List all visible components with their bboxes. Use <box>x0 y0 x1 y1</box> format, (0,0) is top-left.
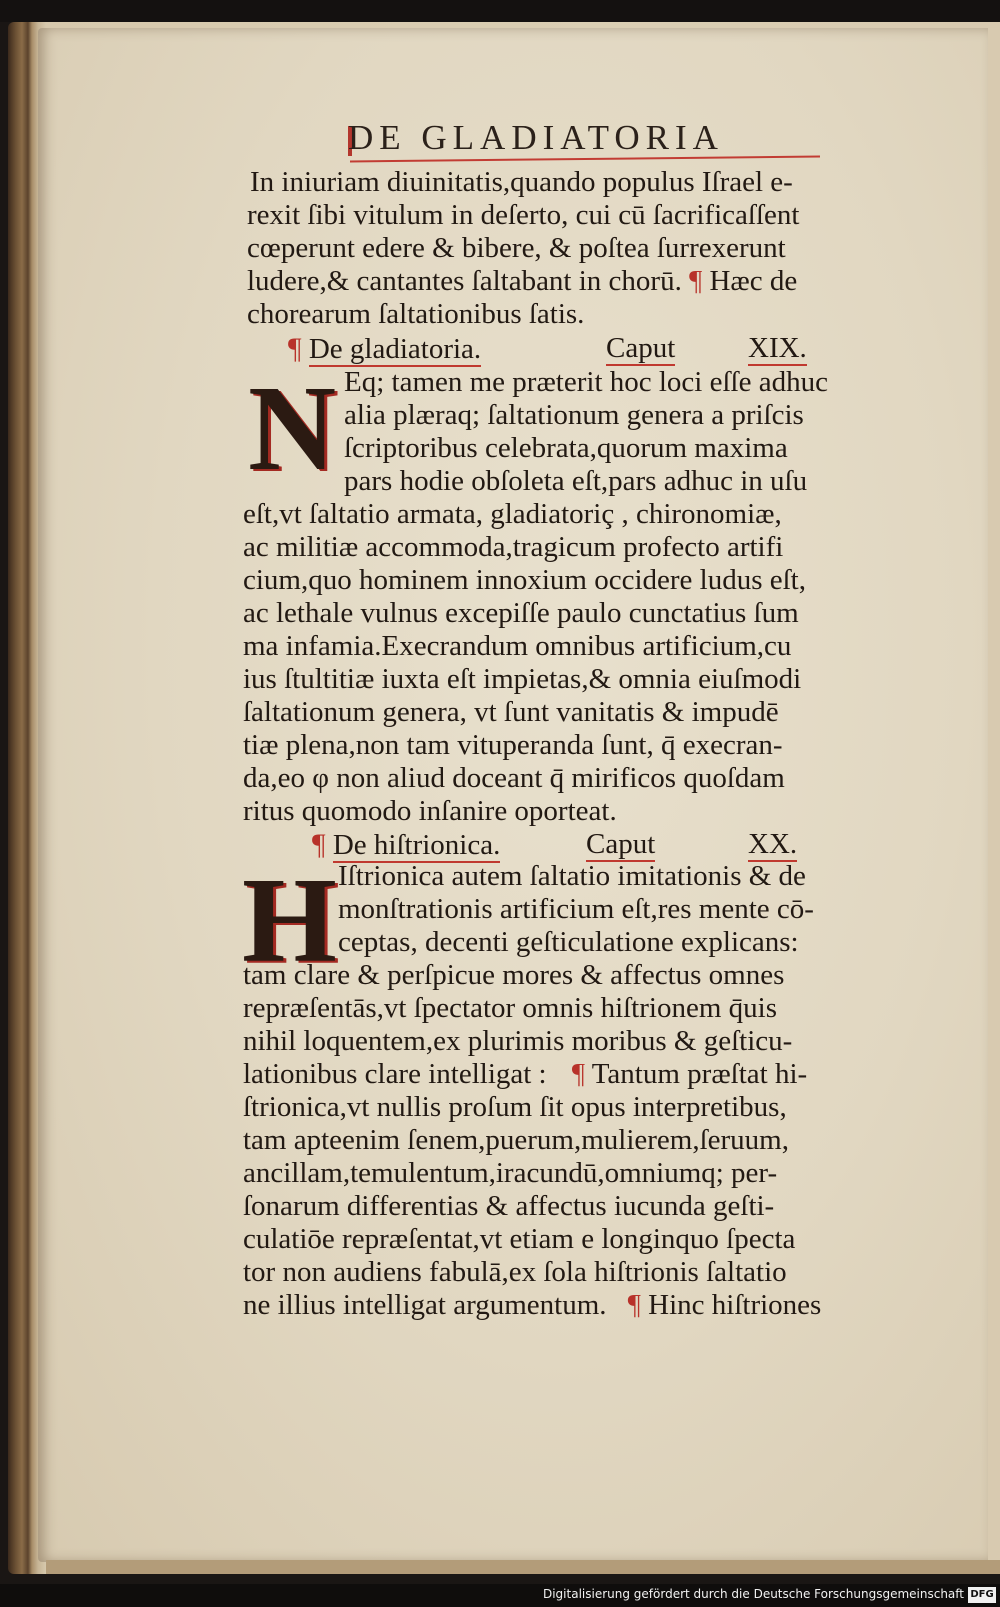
text-line: tor non audiens fabulā,ex ſola hiſtrionis ſaltatio <box>243 1256 787 1288</box>
text-line: alia plæraq; ſaltationum genera a priſcis <box>344 399 804 431</box>
text-line: ſtrionica,vt nullis proſum ſit opus interpretibus, <box>243 1091 787 1123</box>
caput-number <box>748 332 807 365</box>
caput-label <box>606 332 675 365</box>
text-line <box>247 265 797 298</box>
text-line: In iniuriam diuinitatis,quando populus Iſrael e- <box>250 166 793 198</box>
dfg-logo-icon: DFG <box>968 1587 996 1603</box>
text-line: da,eo φ non aliud doceant q̄ mirificos quoſdam <box>243 762 785 794</box>
text-line-end: Tantum præſtat hi- <box>591 1058 808 1090</box>
page-edge-bottom <box>46 1560 1000 1574</box>
text-line-end: Hinc hiſtriones <box>648 1289 822 1321</box>
text-line-start: ludere,& cantantes ſaltabant in chorū. <box>247 265 682 297</box>
text-line <box>243 1058 807 1091</box>
caput-word: Caput <box>606 332 676 364</box>
text-line: cium,quo hominem innoxium occidere ludus eſt, <box>243 564 806 596</box>
caput-label <box>586 828 655 861</box>
text-line: chorearum ſaltationibus ſatis. <box>247 298 585 330</box>
red-paragraph-mark: ¶ <box>689 265 703 297</box>
text-line: tam clare & perſpicue mores & affectus omnes <box>243 959 785 991</box>
text-line: ritus quomodo inſanire oporteat. <box>243 795 617 827</box>
text-line: pars hodie obſoleta eſt,pars adhuc in uſu <box>344 465 808 497</box>
caput-numeral: XX. <box>748 828 798 860</box>
text-line-start: lationibus clare intelligat : <box>243 1058 547 1090</box>
caput-number <box>748 828 797 861</box>
text-line: tam apteenim ſenem,puerum,mulierem,ſeruum, <box>243 1124 789 1156</box>
text-line: tiæ plena,non tam vituperanda ſunt, q̄ execran- <box>243 729 783 761</box>
text-line: eſt,vt ſaltatio armata, gladiatoriç , chironomiæ, <box>243 498 782 530</box>
text-line: ſcriptoribus celebrata,quorum maxima <box>344 432 788 464</box>
section-title: De gladiatoria. <box>308 333 482 365</box>
text-line: nihil loquentem,ex plurimis moribus & geſticu- <box>243 1025 793 1057</box>
caput-word: Caput <box>586 828 656 860</box>
text-line: ma infamia.Execrandum omnibus artificium,cu <box>243 630 792 662</box>
text-line: repræſentās,vt ſpectator omnis hiſtrionem q̄uis <box>243 992 777 1024</box>
section-title: De hiſtrionica. <box>332 829 501 861</box>
text-line: ſaltationum genera, vt ſunt vanitatis & impudē <box>243 696 779 728</box>
text-line: ſonarum differentias & affectus iucunda geſti- <box>243 1190 775 1222</box>
text-line: monſtrationis artificium eſt,res mente cō- <box>338 893 814 925</box>
text-line <box>243 1289 821 1322</box>
credit-text: Digitalisierung gefördert durch die Deutsche Forschungsgemeinschaft <box>542 1587 964 1601</box>
pilcrow-icon: ¶ <box>312 828 326 861</box>
text-line: ceptas, decenti geſticulatione explicans: <box>338 926 799 958</box>
text-line: cœperunt edere & bibere, & poſtea ſurrexerunt <box>247 232 786 264</box>
text-line-end: Hæc de <box>709 265 798 297</box>
text-line: ius ſtultitiæ iuxta eſt impietas,& omnia eiuſmodi <box>243 663 802 695</box>
text-line: rexit ſibi vitulum in deſerto, cui cū ſacrificaſſent <box>247 199 800 231</box>
red-paragraph-mark: ¶ <box>627 1289 641 1321</box>
text-line-start: ne illius intelligat argumentum. <box>243 1289 607 1321</box>
text-line: ancillam,temulentum,iracundū,omniumq; per- <box>243 1157 778 1189</box>
section-heading <box>312 828 500 862</box>
digitization-footer <box>0 1584 1000 1607</box>
decorated-initial: N <box>248 361 337 496</box>
running-header: DE GLADIATORIA <box>348 118 724 157</box>
red-paragraph-mark: ¶ <box>571 1058 585 1090</box>
pilcrow-icon: ¶ <box>288 332 302 365</box>
caput-numeral: XIX. <box>748 332 807 364</box>
text-line: culatiōe repræſentat,vt etiam e longinquo ſpecta <box>243 1223 796 1255</box>
text-line: Iſtrionica autem ſaltatio imitationis & de <box>338 860 806 892</box>
decorated-initial: H <box>242 853 337 988</box>
text-line: Eq; tamen me præterit hoc loci eſſe adhuc <box>344 366 828 398</box>
top-border <box>0 0 1000 22</box>
text-line: ac lethale vulnus excepiſſe paulo cunctatius ſum <box>243 597 799 629</box>
text-line: ac militiæ accommoda,tragicum profecto artifi <box>243 531 784 563</box>
